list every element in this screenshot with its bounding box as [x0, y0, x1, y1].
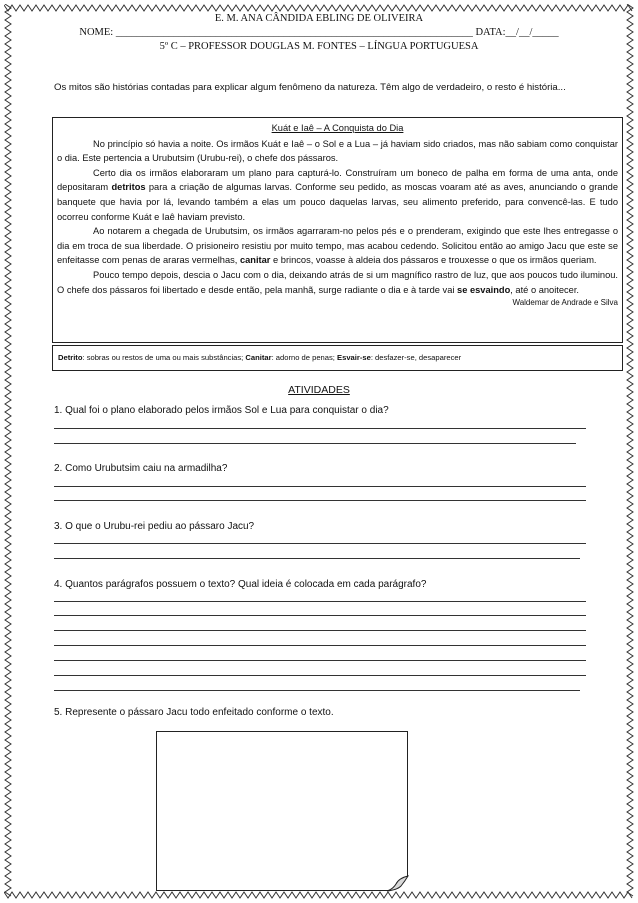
story-box — [52, 117, 623, 343]
story-paragraph-1: No princípio só havia a noite. Os irmãos Kuát e Iaê – o Sol e a Lua – já haviam sido criados, mas não sabiam como conquistar o dia. Este pertencia a Urubutsim (Urubu-rei), o chefe dos pássaros. — [57, 138, 618, 164]
story-author: Waldemar de Andrade e Silva — [512, 298, 618, 308]
page-curl-decoration — [387, 870, 409, 892]
bottom-border-decoration — [4, 891, 634, 899]
answer-line[interactable] — [54, 601, 586, 602]
glossary-term-3: Esvair-se — [337, 353, 371, 362]
answer-line[interactable] — [54, 486, 586, 487]
question-4: 4. Quantos parágrafos possuem o texto? Qual ideia é colocada em cada parágrafo? — [54, 579, 427, 590]
story-title: Kuát e Iaê – A Conquista do Dia — [271, 123, 404, 133]
glossary-box — [52, 345, 623, 371]
question-1: 1. Qual foi o plano elaborado pelos irmãos Sol e Lua para conquistar o dia? — [54, 405, 389, 416]
name-date-line: NOME: ____________________________________________________________________ DATA:__/__/_____ — [79, 27, 559, 38]
answer-line[interactable] — [54, 443, 576, 444]
glossary-term-2: Canitar — [245, 353, 272, 362]
glossary-term-1: Detrito — [58, 353, 83, 362]
bold-term-detritos: detritos — [111, 182, 146, 193]
answer-line[interactable] — [54, 428, 586, 429]
answer-line[interactable] — [54, 675, 586, 676]
answer-line[interactable] — [54, 543, 586, 544]
answer-line[interactable] — [54, 660, 586, 661]
bold-term-canitar: canitar — [239, 255, 271, 266]
class-teacher-line: 5º C – PROFESSOR DOUGLAS M. FONTES – LÍNGUA PORTUGUESA — [159, 41, 479, 52]
bold-term-esvaindo: se esvaindo — [457, 284, 511, 295]
top-border-decoration — [4, 4, 634, 12]
answer-line[interactable] — [54, 630, 586, 631]
intro-text: Os mitos são histórias contadas para explicar algum fenômeno da natureza. Têm algo de verdadeiro, o resto é história... — [54, 82, 566, 93]
answer-line[interactable] — [54, 615, 586, 616]
right-border-decoration — [626, 4, 634, 899]
glossary-def-1: : sobras ou restos de uma ou mais substâncias; — [82, 353, 246, 362]
question-3: 3. O que o Urubu-rei pediu ao pássaro Jacu? — [54, 521, 255, 532]
question-2: 2. Como Urubutsim caiu na armadilha? — [54, 463, 228, 474]
school-name: E. M. ANA CÂNDIDA EBLING DE OLIVEIRA — [214, 13, 424, 24]
drawing-area[interactable] — [156, 731, 408, 891]
glossary-def-2: : adorno de penas; — [271, 353, 338, 362]
answer-line[interactable] — [54, 500, 586, 501]
question-5: 5. Represente o pássaro Jacu todo enfeitado conforme o texto. — [54, 707, 334, 718]
story-paragraph-3: Ao notarem a chegada de Urubutsim, os irmãos agarraram-no pelos pés e o prenderam, exigindo que este lhes entregasse o dia em troca de sua liberdade. O prisioneiro resistiu por muito tempo, mas acabou cedendo. Solicitou então ao amigo Jacu que este se enfeitasse com penas de araras vermelhas, canitar e brincos, voasse à aldeia dos pássaros e trouxesse o que os irmãos queriam. — [57, 226, 618, 266]
answer-line[interactable] — [54, 690, 580, 691]
activities-title: ATIVIDADES — [288, 384, 350, 396]
document-header — [40, 12, 598, 54]
answer-line[interactable] — [54, 558, 580, 559]
glossary-def-3: : desfazer-se, desaparecer — [370, 353, 462, 362]
answer-line[interactable] — [54, 645, 586, 646]
story-paragraph-4: Pouco tempo depois, descia o Jacu com o dia, deixando atrás de si um magnífico rastro de luz, que aos poucos tudo iluminou. O chefe dos pássaros foi libertado e desde então, pela manhã, surge radiante o dia e à tarde vai se esvaindo, até o anoitecer. — [57, 269, 618, 295]
story-paragraph-2: Certo dia os irmãos elaboraram um plano para capturá-lo. Construíram um boneco de palha em forma de uma anta, onde depositaram detritos para a criação de algumas larvas. Conforme seu pedido, as moscas voaram até as aves, anunciando o grande banquete que havia por lá, levando também a elas um pouco daquelas larvas, seu alimento preferido, para convencê-las. E tudo ocorreu conforme Kuát e Iaê haviam previsto. — [57, 167, 618, 222]
left-border-decoration — [4, 4, 12, 899]
